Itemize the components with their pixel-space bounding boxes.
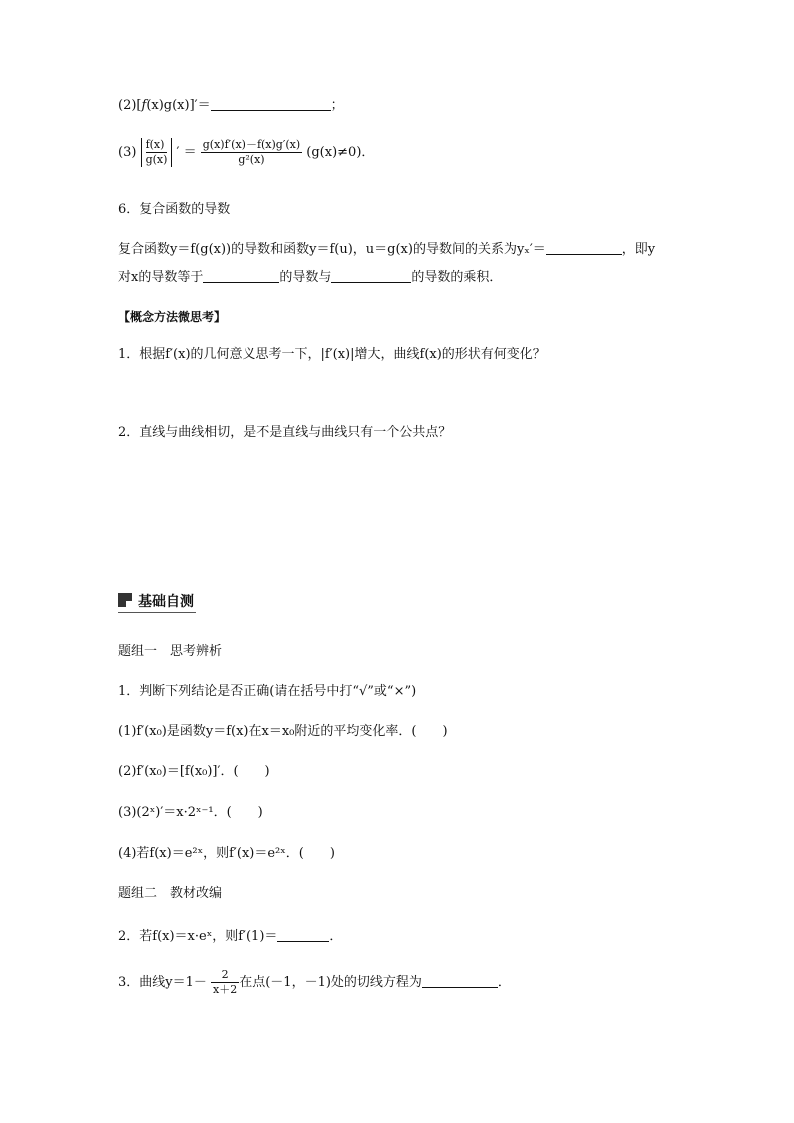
formula-product-rule (118, 96, 344, 115)
answer-blank[interactable] (203, 268, 279, 283)
paragraph-text: y＝f(g(x))的导数和函数y＝f(u)，u＝g(x)的导数间的关系为 (170, 242, 517, 257)
fraction-bottom: g(x) (145, 153, 168, 166)
answer-blank[interactable] (277, 927, 329, 942)
fraction-bracket (141, 138, 173, 167)
quotient-fraction (201, 138, 302, 167)
paragraph-text: ，即y (621, 242, 656, 257)
formula-text: (g(x)≠0)． (306, 145, 375, 160)
formula-text: (2)[ (118, 98, 142, 113)
question-line (118, 927, 342, 946)
paragraph-line (118, 268, 502, 287)
section-header (118, 590, 196, 613)
question-item: (2)f′(x₀)＝[f(x₀)]′．( ) (118, 764, 270, 779)
paragraph-text: yₓ′＝ (516, 242, 546, 257)
formula-text: (x)g(x)]′＝ (146, 98, 211, 113)
curve-fraction (211, 968, 239, 997)
question-text: 1．根据f′(x)的几何意义思考一下，|f′(x)|增大，曲线f(x)的形状有何变化？ (118, 347, 546, 362)
group-heading: 题组一 思考辨析 (118, 644, 223, 659)
formula-text: f (141, 98, 147, 113)
answer-blank[interactable] (331, 268, 411, 283)
paragraph-text: 的导数与 (279, 270, 332, 285)
question-text: 2．若f(x)＝x·eˣ，则f′(1)＝ (118, 929, 278, 944)
section-heading: 6．复合函数的导数 (118, 202, 231, 217)
question-text: 在点(－1，－1)处的切线方程为 (239, 975, 422, 990)
answer-blank[interactable] (422, 973, 498, 988)
question-text: 2．直线与曲线相切，是不是直线与曲线只有一个公共点？ (118, 425, 452, 440)
question-text: 1．判断下列结论是否正确(请在括号中打“√”或“×”) (118, 684, 417, 699)
fraction-top: f(x) (146, 138, 168, 153)
paragraph-text: 的导数的乘积． (411, 270, 503, 285)
question-item: (4)若f(x)＝e²ˣ，则f′(x)＝e²ˣ．( ) (118, 846, 335, 861)
answer-blank[interactable] (211, 96, 331, 111)
concept-heading: 【概念方法微思考】 (118, 310, 227, 324)
group-heading: 题组二 教材改编 (118, 886, 223, 901)
fraction-numerator: 2 (211, 968, 239, 983)
section-square-icon (118, 593, 132, 607)
question-line (118, 968, 511, 997)
formula-text: (3) (118, 145, 137, 160)
question-text: ． (497, 975, 511, 990)
section-title: 基础自测 (138, 594, 194, 610)
answer-blank[interactable] (546, 240, 622, 255)
fraction-denominator: x＋2 (213, 983, 238, 996)
question-text: ． (329, 929, 343, 944)
paragraph-text: 对x的导数等于 (118, 270, 204, 285)
question-item: (3)(2ˣ)′＝x·2ˣ⁻¹．( ) (118, 805, 263, 820)
formula-quotient-rule (118, 138, 374, 167)
fraction-numerator: g(x)f′(x)－f(x)g′(x) (202, 138, 301, 151)
question-item: (1)f′(x₀)是函数y＝f(x)在x＝x₀附近的平均变化率．( ) (118, 724, 448, 739)
question-text: 3．曲线y＝1－ (118, 975, 207, 990)
paragraph-text: 复合函数 (118, 242, 171, 257)
formula-text: ； (330, 98, 344, 113)
fraction-denominator: g²(x) (238, 153, 265, 166)
paragraph-line (118, 240, 655, 259)
formula-text: ′ ＝ (176, 145, 197, 160)
